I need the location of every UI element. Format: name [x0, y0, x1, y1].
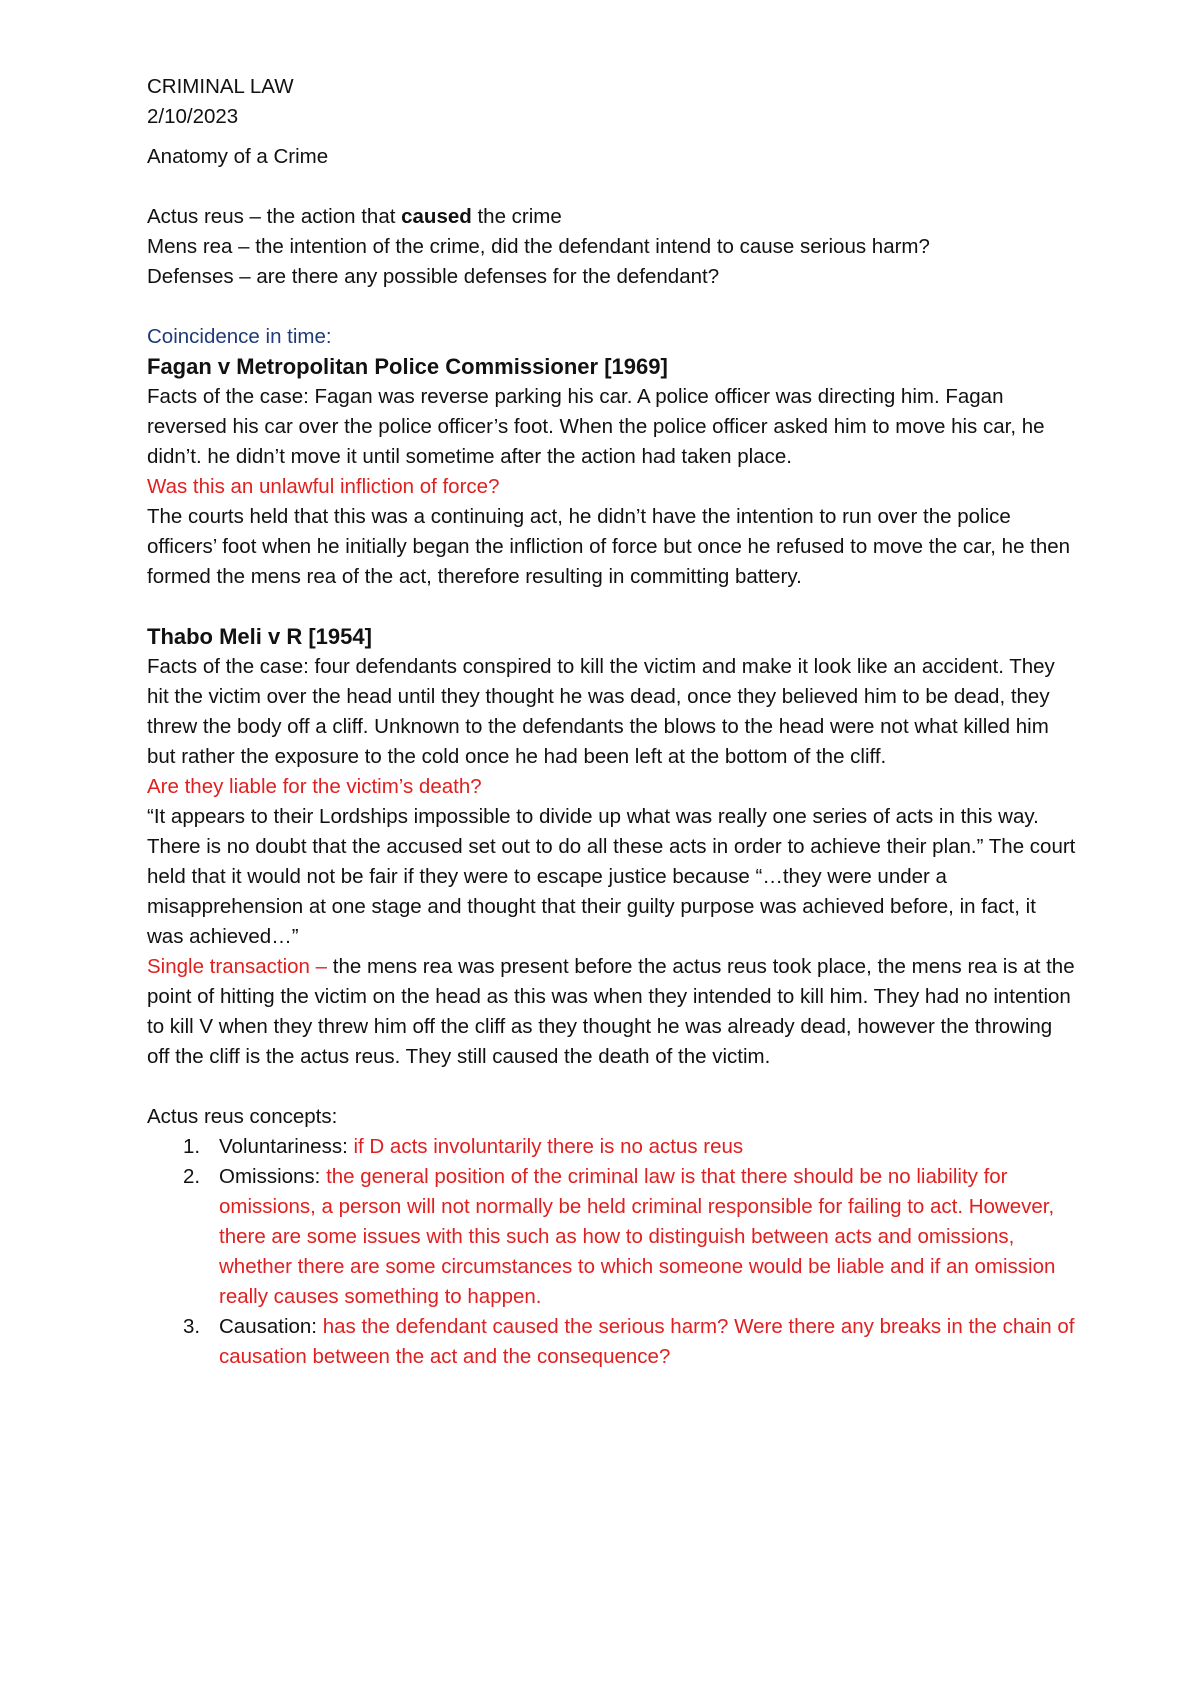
- concept-voluntariness: [147, 1132, 1077, 1162]
- coincidence-heading: Coincidence in time:: [147, 325, 332, 348]
- document-date: 2/10/2023: [147, 105, 239, 128]
- thabo-question: Are they liable for the victim’s death?: [147, 775, 482, 798]
- concept-text: has the defendant caused the serious harm? Were there any breaks in the chain of causation between the act and the consequence?: [219, 1315, 1075, 1368]
- concepts-heading: Actus reus concepts:: [147, 1105, 338, 1128]
- actus-reus-emphasis: caused: [401, 205, 472, 228]
- document-body: [147, 72, 1077, 1372]
- thabo-case-title: Thabo Meli v R [1954]: [147, 624, 372, 649]
- defenses-definition: Defenses – are there any possible defenses for the defendant?: [147, 265, 720, 288]
- thabo-quote: “It appears to their Lordships impossible to divide up what was really one series of acts in this way. There is no doubt that the accused set out to do all these acts in order to achieve their plan.” The court held that it would not be fair if they were to escape justice because “…they were under a misapprehension at one stage and thought that their guilty purpose was achieved before, in fact, it was achieved…”: [147, 805, 1076, 948]
- list-number: 3.: [183, 1315, 201, 1338]
- single-transaction-paragraph: [147, 952, 1077, 1072]
- single-transaction-text: the mens rea was present before the actus reus took place, the mens rea is at the point of hitting the victim on the head as this was when they intended to kill him. They had no intention to kill V when they threw him off the cliff as they thought he was already dead, however the throwing off the cliff is the actus reus. They still caused the death of the victim.: [147, 955, 1075, 1068]
- concept-label: Causation:: [219, 1315, 323, 1338]
- concept-omissions: [147, 1162, 1077, 1312]
- mens-rea-definition: Mens rea – the intention of the crime, did the defendant intend to cause serious harm?: [147, 235, 930, 258]
- concept-label: Voluntariness:: [219, 1135, 354, 1158]
- actus-reus-text-end: the crime: [471, 205, 562, 228]
- fagan-question: Was this an unlawful infliction of force?: [147, 475, 500, 498]
- document-subtitle: Anatomy of a Crime: [147, 145, 329, 168]
- concept-text: the general position of the criminal law is that there should be no liability for omissions, a person will not normally be held criminal responsible for failing to act. However, there are some issues with this such as how to distinguish between acts and omissions, whether there are some circumstances to which someone would be liable and if an omission really causes something to happen.: [219, 1165, 1056, 1308]
- concept-text: if D acts involuntarily there is no actus reus: [353, 1135, 744, 1158]
- concept-causation: [147, 1312, 1077, 1372]
- list-number: 1.: [183, 1135, 201, 1158]
- concepts-list: [147, 1132, 1077, 1372]
- concept-label: Omissions:: [219, 1165, 327, 1188]
- fagan-facts: Facts of the case: Fagan was reverse parking his car. A police officer was directing him. Fagan reversed his car over the police officer’s foot. When the police officer asked him to move his car, he didn’t. he didn’t move it until sometime after the action had taken place.: [147, 385, 1045, 468]
- single-transaction-label: Single transaction –: [147, 955, 333, 978]
- thabo-facts: Facts of the case: four defendants conspired to kill the victim and make it look like an accident. They hit the victim over the head until they thought he was dead, once they believed him to be dead, they threw the body off a cliff. Unknown to the defendants the blows to the head were not what killed him but rather the exposure to the cold once he had been left at the bottom of the cliff.: [147, 655, 1055, 768]
- actus-reus-definition: [147, 202, 1077, 232]
- fagan-holding: The courts held that this was a continuing act, he didn’t have the intention to run over the police officers’ foot when he initially began the infliction of force but once he refused to move the car, he then formed the mens rea of the act, therefore resulting in committing battery.: [147, 505, 1071, 588]
- list-number: 2.: [183, 1165, 201, 1188]
- fagan-case-title: Fagan v Metropolitan Police Commissioner [1969]: [147, 354, 668, 379]
- document-title: CRIMINAL LAW: [147, 75, 294, 98]
- actus-reus-text: Actus reus – the action that: [147, 205, 402, 228]
